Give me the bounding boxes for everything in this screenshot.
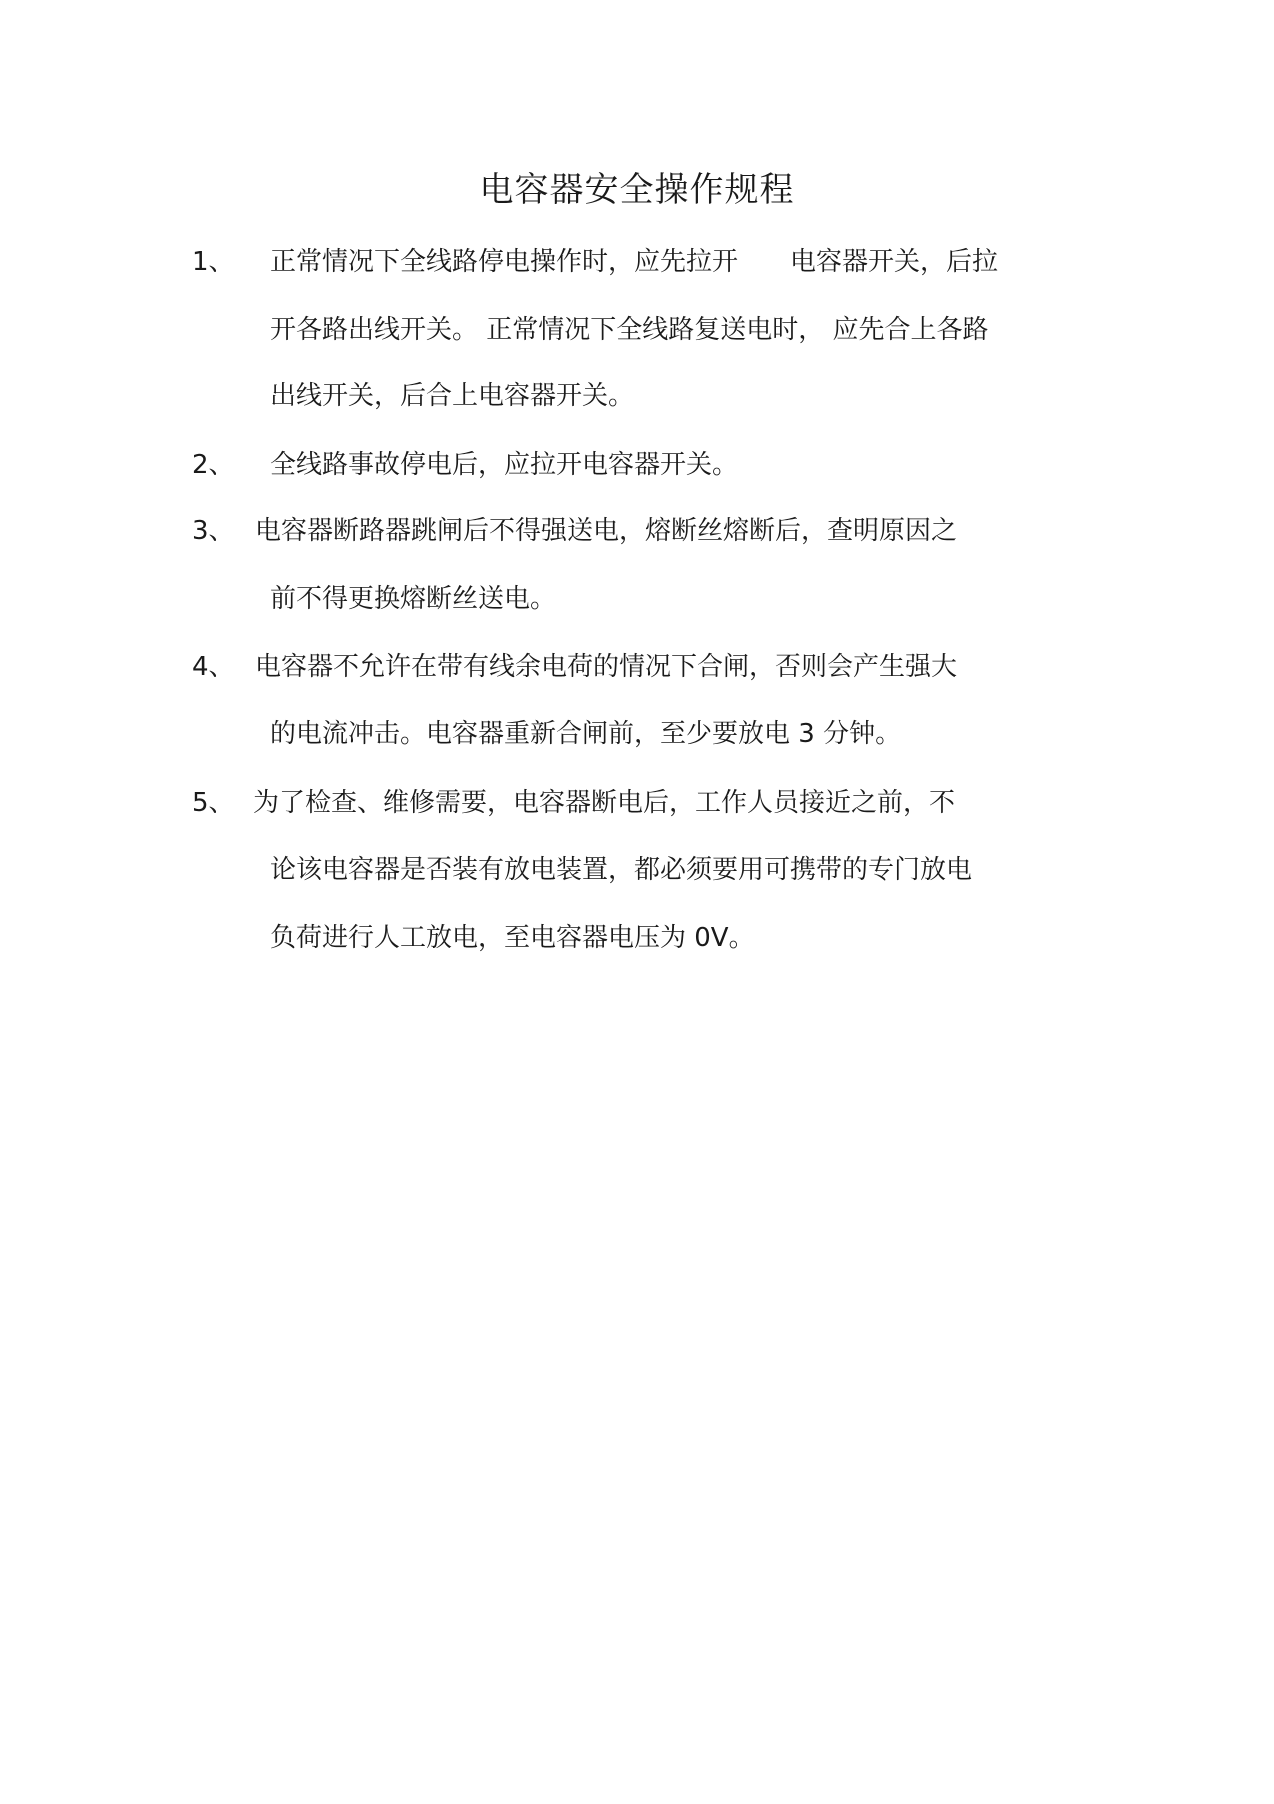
item-line: 负荷进行人工放电，至电容器电压为 0V。 xyxy=(270,923,755,953)
item-line: 正常情况下全线路停电操作时，应先拉开 电容器开关，后拉 xyxy=(270,247,999,277)
item-line: 论该电容器是否装有放电装置，都必须要用可携带的专门放电 xyxy=(270,855,973,885)
item-line: 的电流冲击。电容器重新合闸前，至少要放电 3 分钟。 xyxy=(270,719,902,749)
item-line: 前不得更换熔断丝送电。 xyxy=(270,584,557,614)
item-number: 5、 xyxy=(192,788,235,818)
item-line: 全线路事故停电后，应拉开电容器开关。 xyxy=(270,450,739,480)
document-title: 电容器安全操作规程 xyxy=(479,170,795,210)
item-line: 为了检查、维修需要，电容器断电后，工作人员接近之前，不 xyxy=(253,788,956,818)
item-number: 3、 xyxy=(192,516,235,546)
item-number: 2、 xyxy=(192,450,235,480)
item-line: 电容器不允许在带有线余电荷的情况下合闸，否则会产生强大 xyxy=(255,652,958,682)
item-line: 出线开关，后合上电容器开关。 xyxy=(270,381,635,411)
item-number: 1、 xyxy=(192,247,235,277)
item-line: 开各路出线开关。 正常情况下全线路复送电时， 应先合上各路 xyxy=(270,315,989,345)
item-number: 4、 xyxy=(192,652,235,682)
item-line: 电容器断路器跳闸后不得强送电，熔断丝熔断后，查明原因之 xyxy=(255,516,958,546)
